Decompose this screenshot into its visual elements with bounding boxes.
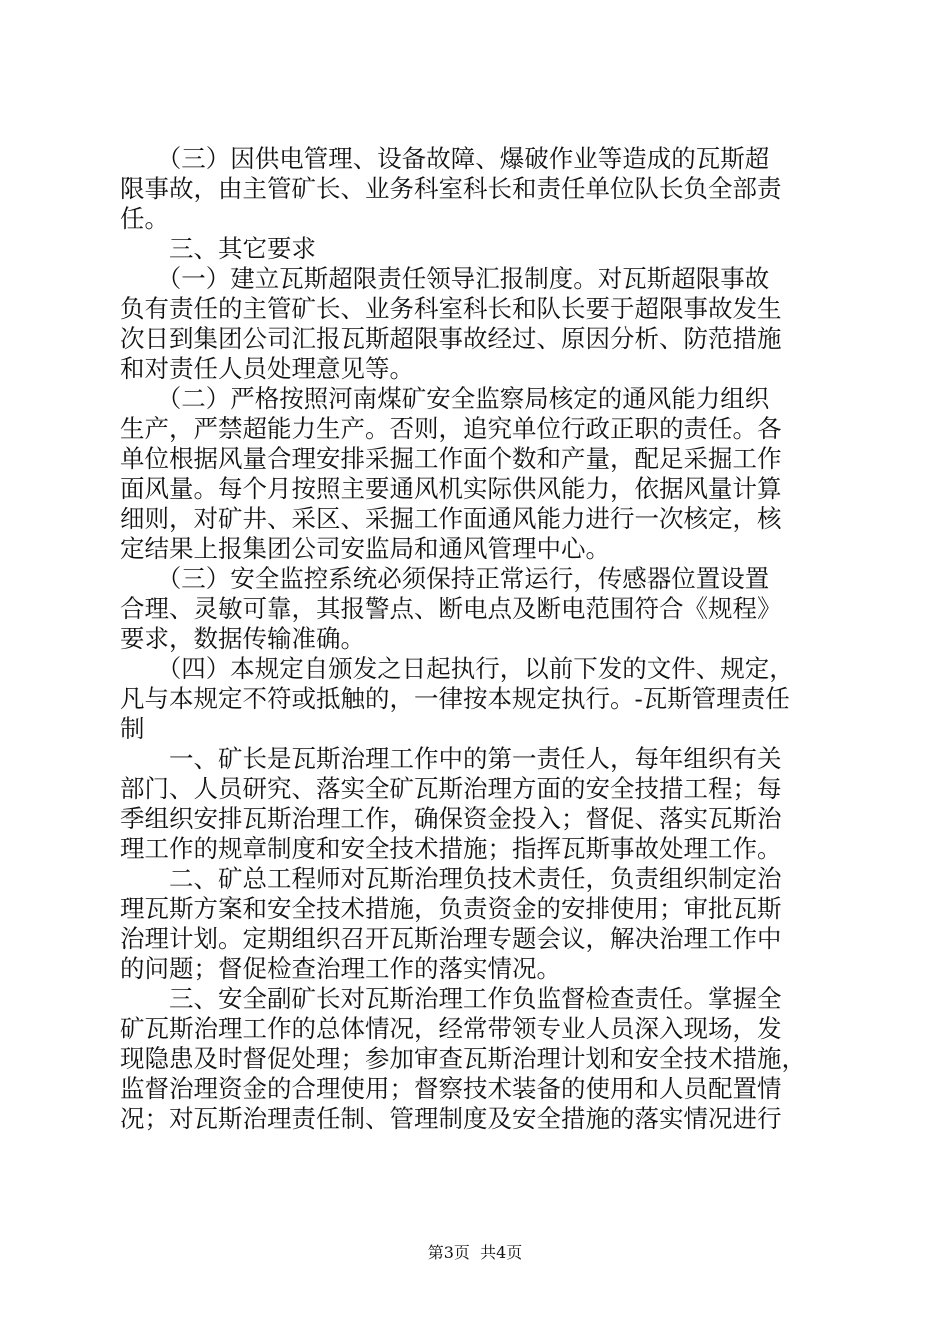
text-line: 况；对瓦斯治理责任制、管理制度及安全措施的落实情况进行 [120,1104,782,1133]
text-line: 矿瓦斯治理工作的总体情况，经常带领专业人员深入现场，发 [120,1014,782,1043]
document-body [120,144,832,1134]
text-line: 理工作的规章制度和安全技术措施；指挥瓦斯事故处理工作。 [120,834,782,863]
text-line: （一）建立瓦斯超限责任领导汇报制度。对瓦斯超限事故 [120,264,770,293]
text-line: （四）本规定自颁发之日起执行，以前下发的文件、规定， [120,654,794,683]
text-line: 定结果上报集团公司安监局和通风管理中心。 [120,534,610,563]
text-line: 凡与本规定不符或抵触的，一律按本规定执行。-瓦斯管理责任 [120,684,790,713]
text-line: 制 [120,714,145,743]
text-line: 要求，数据传输准确。 [120,624,365,653]
text-line: 合理、灵敏可靠，其报警点、断电点及断电范围符合《规程》 [120,594,782,623]
text-line: 二、矿总工程师对瓦斯治理负技术责任，负责组织制定治 [120,864,782,893]
text-line: （三）安全监控系统必须保持正常运行，传感器位置设置 [120,564,770,593]
text-line: 和对责任人员处理意见等。 [120,354,414,383]
text-line: （三）因供电管理、设备故障、爆破作业等造成的瓦斯超 [120,144,770,173]
text-line: 生产，严禁超能力生产。否则，追究单位行政正职的责任。各 [120,414,782,443]
text-line: 任。 [120,204,169,233]
text-line: 限事故，由主管矿长、业务科室科长和责任单位队长负全部责 [120,174,782,203]
text-line: 部门、人员研究、落实全矿瓦斯治理方面的安全技措工程；每 [120,774,782,803]
text-line: 的问题；督促检查治理工作的落实情况。 [120,954,561,983]
text-line: 季组织安排瓦斯治理工作，确保资金投入；督促、落实瓦斯治 [120,804,782,833]
text-line: 负有责任的主管矿长、业务科室科长和队长要于超限事故发生 [120,294,782,323]
text-line: 次日到集团公司汇报瓦斯超限事故经过、原因分析、防范措施 [120,324,782,353]
text-line: 理瓦斯方案和安全技术措施，负责资金的安排使用；审批瓦斯 [120,894,782,923]
section-heading: 三、其它要求 [120,234,316,263]
text-line: （二）严格按照河南煤矿安全监察局核定的通风能力组织 [120,384,770,413]
text-line: 三、安全副矿长对瓦斯治理工作负监督检查责任。掌握全 [120,984,782,1013]
page-number: 第3页 共4页 [427,1243,523,1262]
text-line: 治理计划。定期组织召开瓦斯治理专题会议，解决治理工作中 [120,924,782,953]
text-line: 细则，对矿井、采区、采掘工作面通风能力进行一次核定，核 [120,504,782,533]
text-line: 面风量。每个月按照主要通风机实际供风能力，依据风量计算 [120,474,782,503]
text-line: 单位根据风量合理安排采掘工作面个数和产量，配足采掘工作 [120,444,782,473]
text-line: 一、矿长是瓦斯治理工作中的第一责任人，每年组织有关 [120,744,782,773]
text-line: 现隐患及时督促处理；参加审查瓦斯治理计划和安全技术措施， [120,1044,806,1073]
text-line: 监督治理资金的合理使用；督察技术装备的使用和人员配置情 [120,1074,782,1103]
